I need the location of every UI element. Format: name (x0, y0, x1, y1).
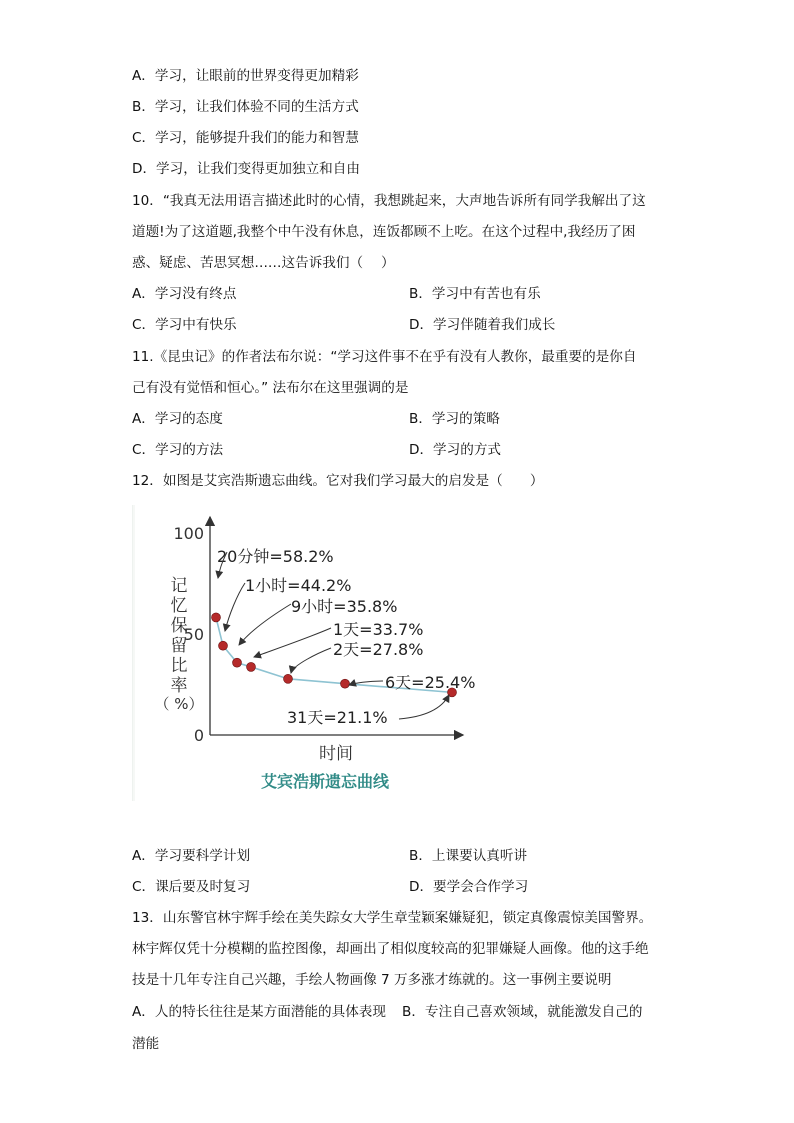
x-axis-label: 时间 (319, 744, 353, 764)
q11-option-c: C．学习的方法 (132, 442, 224, 458)
y-axis-label-char: 率 (170, 676, 188, 696)
annotation-arrow (399, 695, 449, 719)
data-point (341, 679, 350, 688)
q13-stem-line-2: 林宇辉仅凭十分模糊的监控图像，却画出了相似度较高的犯罪嫌疑人画像。他的这手绝 (132, 941, 649, 957)
y-tick-label: 0 (193, 726, 204, 745)
point-annotation: 1天=33.7% (333, 620, 424, 639)
data-point (284, 674, 293, 683)
q13-option-b-continuation: 潜能 (132, 1036, 160, 1052)
point-annotation: 1小时=44.2% (245, 576, 352, 595)
data-point (212, 613, 221, 622)
q12-option-a: A．学习要科学计划 (132, 848, 251, 864)
q12-option-b: B．上课要认真听讲 (409, 848, 528, 864)
q13-option-a: A．人的特长往往是某方面潜能的具体表现 (132, 1004, 386, 1020)
q13-stem-line-1: 13．山东警官林宇辉手绘在美失踪女大学生章莹颖案嫌疑犯，锁定真像震惊美国警界。 (132, 910, 653, 926)
q11-stem-line-2: 己有没有觉悟和恒心。” 法布尔在这里强调的是 (132, 380, 409, 396)
q10-option-d: D．学习伴随着我们成长 (409, 317, 556, 333)
point-annotation: 2天=27.8% (333, 640, 424, 659)
annotation-arrow (291, 648, 331, 673)
forgetting-curve-chart (133, 505, 477, 801)
q12-stem: 12．如图是艾宾浩斯遗忘曲线。它对我们学习最大的启发是（ ） (132, 473, 544, 489)
q10-option-b: B．学习中有苦也有乐 (409, 286, 541, 302)
q10-option-a: A．学习没有终点 (132, 286, 237, 302)
y-axis-label-char: 记 (170, 576, 188, 596)
q12-option-d: D．要学会合作学习 (409, 879, 529, 895)
data-point (247, 662, 256, 671)
q11-option-a: A．学习的态度 (132, 411, 223, 427)
data-point (233, 658, 242, 667)
point-annotation: 31天=21.1% (287, 708, 388, 727)
q11-option-b: B．学习的策略 (409, 411, 500, 427)
q9-option-c: C．学习，能够提升我们的能力和智慧 (132, 130, 359, 146)
q10-stem-line-3: 惑、疑虑、苦思冥想……这告诉我们（ ） (132, 255, 395, 271)
q9-option-b: B．学习，让我们体验不同的生活方式 (132, 99, 359, 115)
y-tick-label: 50 (183, 625, 204, 644)
chart-title: 艾宾浩斯遗忘曲线 (260, 772, 390, 791)
q10-stem-line-1: 10．“我真无法用语言描述此时的心情，我想跳起来，大声地告诉所有同学我解出了这 (132, 193, 646, 209)
y-axis-label-char: 留 (170, 636, 188, 656)
point-annotation: 6天=25.4% (385, 673, 476, 692)
data-point (219, 641, 228, 650)
annotation-arrow (225, 583, 245, 631)
q12-option-c: C．课后要及时复习 (132, 879, 251, 895)
y-axis-label-char: 忆 (170, 596, 188, 616)
q11-stem-line-1: 11.《昆虫记》的作者法布尔说：“学习这件事不在乎有没有人教你，最重要的是你自 (132, 349, 637, 365)
q9-option-d: D．学习，让我们变得更加独立和自由 (132, 161, 360, 177)
y-axis-label-char: 保 (170, 616, 188, 636)
q9-option-a: A．学习，让眼前的世界变得更加精彩 (132, 68, 359, 84)
q11-option-d: D．学习的方式 (409, 442, 502, 458)
q10-option-c: C．学习中有快乐 (132, 317, 237, 333)
forgetting-curve-figure (132, 505, 476, 801)
y-axis-unit: （ %） (154, 695, 204, 713)
q10-stem-line-2: 道题!为了这道题,我整个中午没有休息，连饭都顾不上吃。在这个过程中,我经历了困 (132, 224, 636, 240)
q13-stem-line-3: 技是十几年专注自己兴趣，手绘人物画像 7 万多涨才练就的。这一事例主要说明 (132, 972, 612, 988)
point-annotation: 9小时=35.8% (291, 597, 398, 616)
q13-option-b: B．专注自己喜欢领域，就能激发自己的 (402, 1004, 643, 1020)
point-annotation: 20分钟=58.2% (217, 547, 334, 566)
annotation-arrow (239, 604, 291, 645)
y-axis-label-char: 比 (170, 656, 188, 676)
y-tick-label: 100 (173, 524, 204, 543)
